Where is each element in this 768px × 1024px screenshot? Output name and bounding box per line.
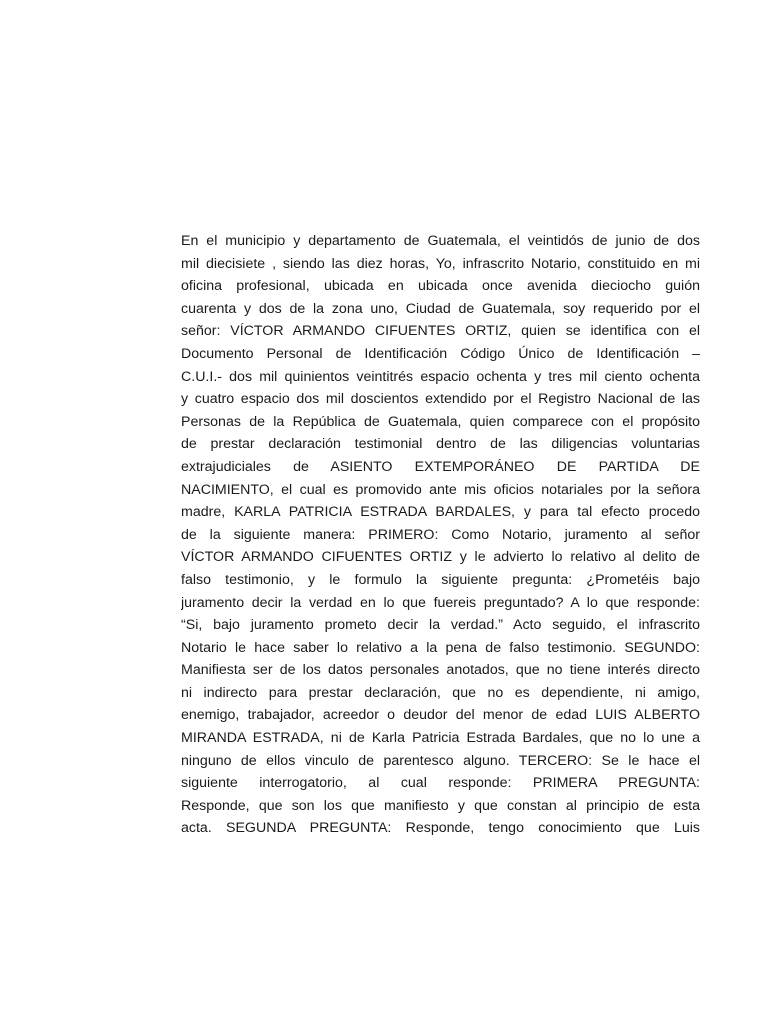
text-line: oficina profesional, ubicada en ubicada once avenida dieciocho guión: [181, 278, 700, 295]
text-line: Notario le hace saber lo relativo a la pena de falso testimonio. SEGUNDO:: [181, 639, 700, 656]
text-line: Manifiesta ser de los datos personales anotados, que no tiene interés directo: [181, 662, 700, 679]
text-line: enemigo, trabajador, acreedor o deudor del menor de edad LUIS ALBERTO: [181, 707, 700, 724]
text-line: mil diecisiete , siendo las diez horas, Yo, infrascrito Notario, constituido en mi: [181, 255, 700, 272]
text-line: cuarenta y dos de la zona uno, Ciudad de Guatemala, soy requerido por el: [181, 300, 700, 317]
text-line: Documento Personal de Identificación Código Único de Identificación –: [181, 345, 700, 362]
text-line: VÍCTOR ARMANDO CIFUENTES ORTIZ y le advierto lo relativo al delito de: [181, 549, 700, 566]
text-line: extrajudiciales de ASIENTO EXTEMPORÁNEO DE PARTIDA DE: [181, 458, 700, 475]
text-line: NACIMIENTO, el cual es promovido ante mis oficios notariales por la señora: [181, 481, 700, 498]
text-line: acta. SEGUNDA PREGUNTA: Responde, tengo conocimiento que Luis: [181, 820, 700, 837]
text-line: ninguno de ellos vinculo de parentesco alguno. TERCERO: Se le hace el: [181, 752, 700, 769]
text-line: y cuatro espacio dos mil doscientos extendido por el Registro Nacional de las: [181, 391, 700, 408]
text-line: de la siguiente manera: PRIMERO: Como Notario, juramento al señor: [181, 526, 700, 543]
text-line: Responde, que son los que manifiesto y que constan al principio de esta: [181, 797, 700, 814]
text-line: “Si, bajo juramento prometo decir la verdad.” Acto seguido, el infrascrito: [181, 617, 700, 634]
text-line: Personas de la República de Guatemala, quien comparece con el propósito: [181, 413, 700, 430]
text-line: de prestar declaración testimonial dentro de las diligencias voluntarias: [181, 436, 700, 453]
text-line: señor: VÍCTOR ARMANDO CIFUENTES ORTIZ, quien se identifica con el: [181, 323, 700, 340]
text-line: MIRANDA ESTRADA, ni de Karla Patricia Estrada Bardales, que no lo une a: [181, 730, 700, 747]
document-body-text: [181, 230, 700, 840]
text-line: ni indirecto para prestar declaración, que no es dependiente, ni amigo,: [181, 684, 700, 701]
text-line: C.U.I.- dos mil quinientos veintitrés espacio ochenta y tres mil ciento ochenta: [181, 368, 700, 385]
text-line: madre, KARLA PATRICIA ESTRADA BARDALES, y para tal efecto procedo: [181, 504, 700, 521]
text-line: En el municipio y departamento de Guatemala, el veintidós de junio de dos: [181, 233, 700, 249]
text-line: falso testimonio, y le formulo la siguiente pregunta: ¿Prometéis bajo: [181, 571, 700, 588]
text-line: siguiente interrogatorio, al cual responde: PRIMERA PREGUNTA:: [181, 775, 700, 792]
text-line: juramento decir la verdad en lo que fuereis preguntado? A lo que responde:: [181, 594, 700, 611]
